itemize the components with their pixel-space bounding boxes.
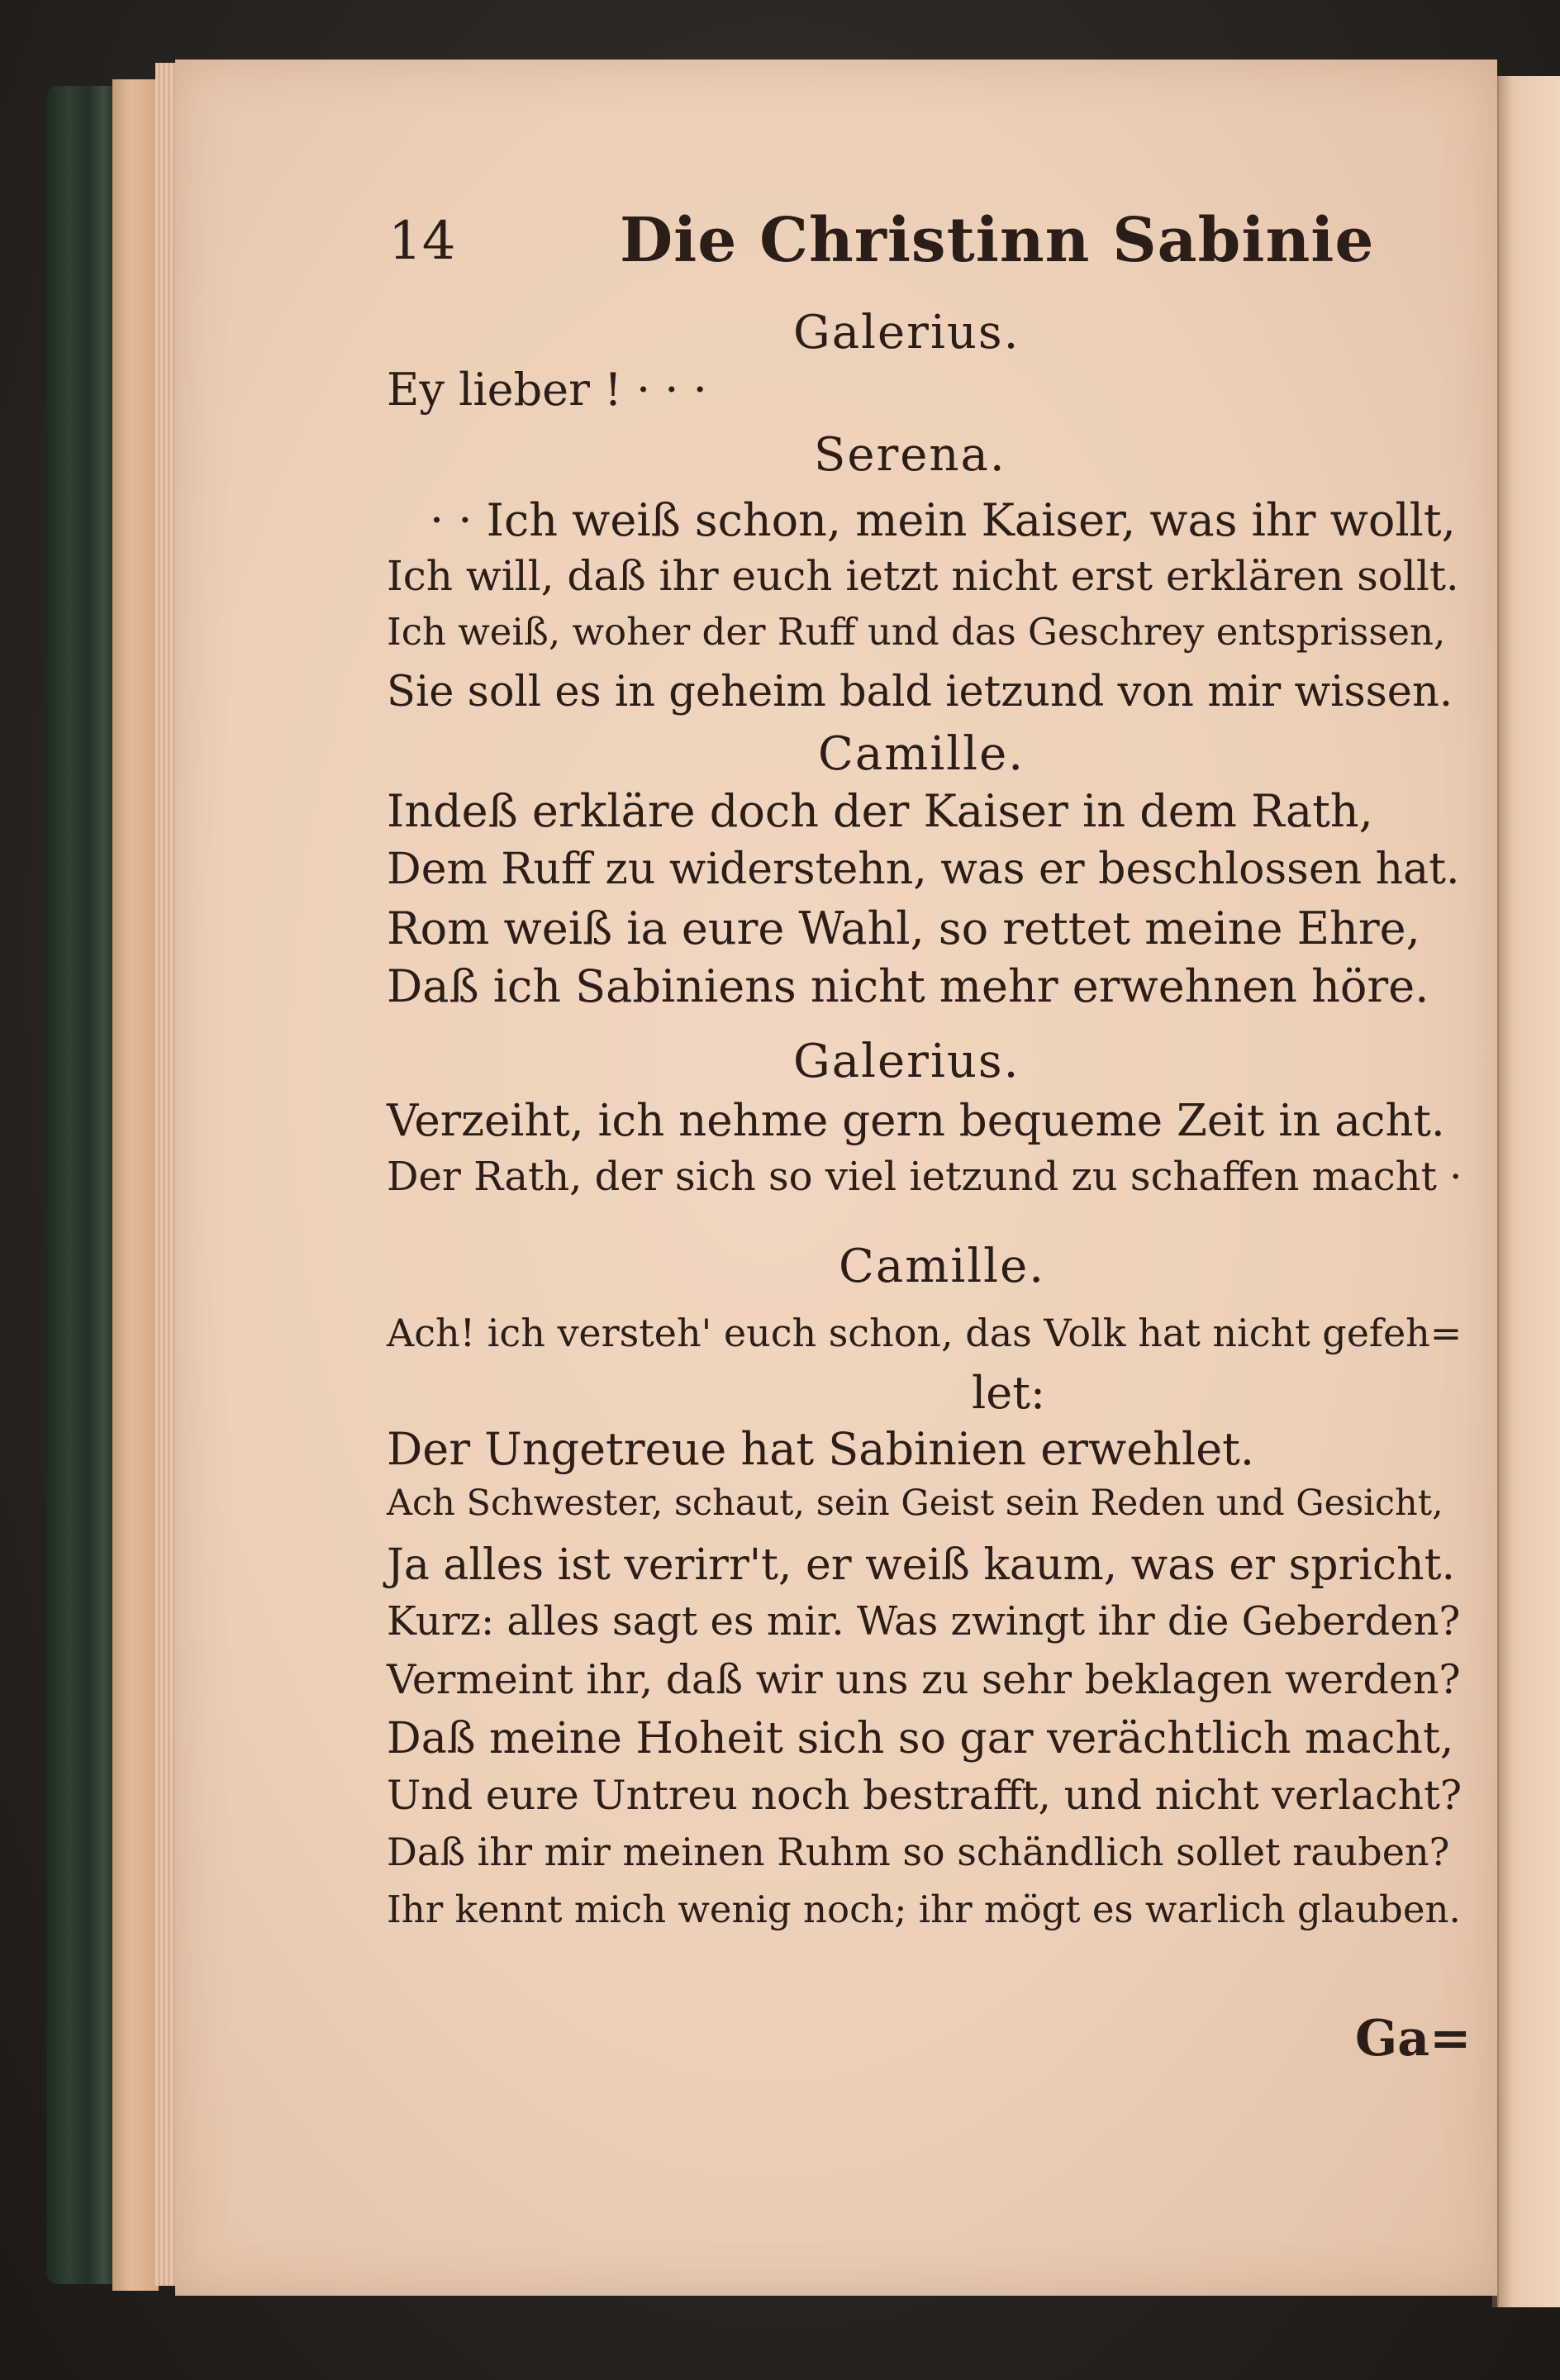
verse-line: Der Rath, der sich so viel ietzund zu schaffen macht · <box>387 1154 1462 1200</box>
verse-line: Ach Schwester, schaut, sein Geist sein Reden und Gesicht, <box>387 1483 1443 1524</box>
verse-line: Indeß erkläre doch der Kaiser in dem Rath, <box>387 785 1373 837</box>
verse-line: Daß meine Hoheit sich so gar verächtlich macht, <box>387 1714 1454 1764</box>
next-page-edge <box>1497 76 1560 2307</box>
verse-line: Rom weiß ia eure Wahl, so rettet meine Ehre, <box>387 902 1420 954</box>
verse-line: Ihr kennt mich wenig noch; ihr mögt es warlich glauben. <box>387 1887 1461 1931</box>
verse-line: Sie soll es in geheim bald ietzund von mir wissen. <box>387 668 1453 716</box>
running-header: Die Christinn Sabinie <box>620 205 1375 276</box>
verse-line: Kurz: alles sagt es mir. Was zwingt ihr die Geberden? <box>387 1598 1461 1645</box>
verse-line: Daß ich Sabiniens nicht mehr erwehnen höre. <box>387 960 1429 1012</box>
page-number: 14 <box>388 211 456 272</box>
verse-line: Vermeint ihr, daß wir uns zu sehr beklagen werden? <box>387 1656 1461 1703</box>
verse-line: · · Ich weiß schon, mein Kaiser, was ihr wollt, <box>430 494 1456 546</box>
speaker-name: Camille. <box>818 727 1025 781</box>
speaker-name: Camille. <box>839 1240 1046 1293</box>
verse-line: Ach! ich versteh' euch schon, das Volk hat nicht gefeh= <box>387 1311 1462 1355</box>
speaker-name: Galerius. <box>793 306 1020 359</box>
verse-line: Ey lieber ! · · · <box>387 364 707 416</box>
verse-line: Der Ungetreue hat Sabinien erwehlet. <box>387 1423 1255 1475</box>
verse-line: Ja alles ist verirr't, er weiß kaum, was er spricht. <box>387 1540 1456 1590</box>
verse-line: Und eure Untreu noch bestrafft, und nicht verlacht? <box>387 1772 1462 1819</box>
speaker-name: Galerius. <box>793 1035 1020 1088</box>
catchword: Ga= <box>1355 2010 1472 2068</box>
verse-line: Ich will, daß ihr euch ietzt nicht erst erklären sollt. <box>387 552 1459 600</box>
speaker-name: Serena. <box>814 428 1006 482</box>
verse-line: Daß ihr mir meinen Ruhm so schändlich sollet rauben? <box>387 1830 1450 1874</box>
verse-line: Verzeiht, ich nehme gern bequeme Zeit in acht. <box>387 1096 1445 1146</box>
verse-line: Ich weiß, woher der Ruff und das Geschrey entsprissen, <box>387 610 1446 654</box>
book-cover-edge <box>46 86 122 2284</box>
verse-line: Dem Ruff zu widerstehn, was er beschlossen hat. <box>387 845 1460 894</box>
book-board-edge <box>112 79 159 2291</box>
verse-line-turnover: let: <box>972 1367 1046 1419</box>
